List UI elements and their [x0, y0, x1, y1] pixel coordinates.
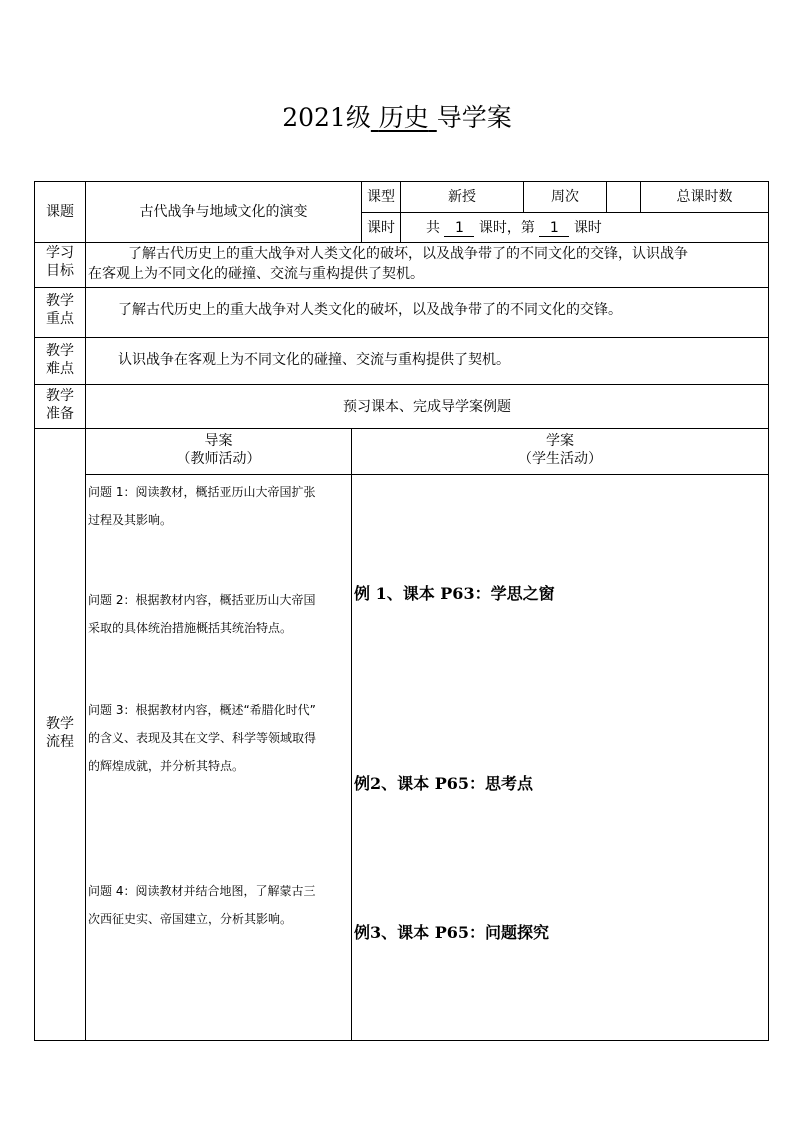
- difficulties-text: 认识战争在客观上为不同文化的碰撞、交流与重构提供了契机。: [118, 352, 510, 368]
- row-divider-process: [34, 428, 769, 429]
- goals-text-line2: 在客观上为不同文化的碰撞、交流与重构提供了契机。: [88, 266, 424, 282]
- process-label: 教学 流程: [46, 716, 74, 750]
- preparation-text: 预习课本、完成导学案例题: [343, 399, 511, 415]
- row-divider-difficulties: [34, 337, 769, 338]
- topic-value: 古代战争与地域文化的演变: [139, 204, 308, 220]
- row-divider-process-header: [85, 474, 769, 475]
- table-border-bottom: [34, 1040, 769, 1041]
- table-border-right: [768, 181, 769, 1041]
- goals-text-line1: 了解古代历史上的重大战争对人类文化的破坏，以及战争带了的不同文化的交锋，认识战争: [128, 246, 688, 262]
- row-divider-preparation: [34, 384, 769, 385]
- difficulties-label: 教学 难点: [46, 343, 74, 377]
- question-1: 问题 1：阅读教材，概括亚历山大帝国扩张 过程及其影响。: [88, 485, 316, 527]
- teacher-column-header: 导案 （教师活动）: [176, 433, 261, 467]
- label-column-divider: [85, 181, 86, 1041]
- question-2: 问题 2：根据教材内容，概括亚历山大帝国 采取的具体统治措施概括其统治特点。: [88, 593, 316, 635]
- page-title: [0, 100, 794, 136]
- question-4: 问题 4：阅读教材并结合地图，了解蒙古三 次西征史实、帝国建立，分析其影响。: [88, 884, 316, 926]
- week-value: [607, 182, 640, 212]
- row-divider-keypoints: [34, 287, 769, 288]
- goals-label: 学习 目标: [46, 245, 74, 279]
- title-suffix: 导学案: [436, 103, 512, 132]
- key-points-label: 教学 重点: [46, 293, 74, 327]
- period-total: 1: [444, 220, 474, 237]
- process-column-divider: [351, 428, 352, 1041]
- row-divider-period: [361, 212, 769, 213]
- example-3: 例3、课本 P65：问题探究: [354, 923, 550, 942]
- preparation-label: 教学 准备: [46, 388, 74, 422]
- topic-label: 课题: [46, 204, 74, 220]
- course-type-label: 课型: [367, 189, 395, 205]
- key-points-text: 了解古代历史上的重大战争对人类文化的破坏，以及战争带了的不同文化的交锋。: [118, 302, 622, 318]
- total-periods-label: 总课时数: [676, 189, 733, 205]
- title-year: 2021级: [282, 103, 371, 132]
- question-3: 问题 3：根据教材内容，概述“希腊化时代” 的含义、表现及其在文学、科学等领域取得 的辉煌成就，并分析其特点。: [88, 703, 317, 773]
- course-type-value: 新授: [448, 189, 476, 205]
- period-label: 课时: [367, 219, 395, 236]
- period-value: 共 1 课时，第 1 课时: [426, 220, 602, 236]
- period-index: 1: [539, 220, 569, 237]
- week-label: 周次: [551, 189, 579, 205]
- example-1: 例 1、课本 P63：学思之窗: [354, 584, 555, 603]
- example-2: 例2、课本 P65：思考点: [354, 774, 534, 793]
- goals-text: [86, 244, 768, 286]
- row-divider-goals: [34, 242, 769, 243]
- student-column-header: 学案 （学生活动）: [518, 433, 602, 467]
- title-subject: 历史: [378, 103, 429, 132]
